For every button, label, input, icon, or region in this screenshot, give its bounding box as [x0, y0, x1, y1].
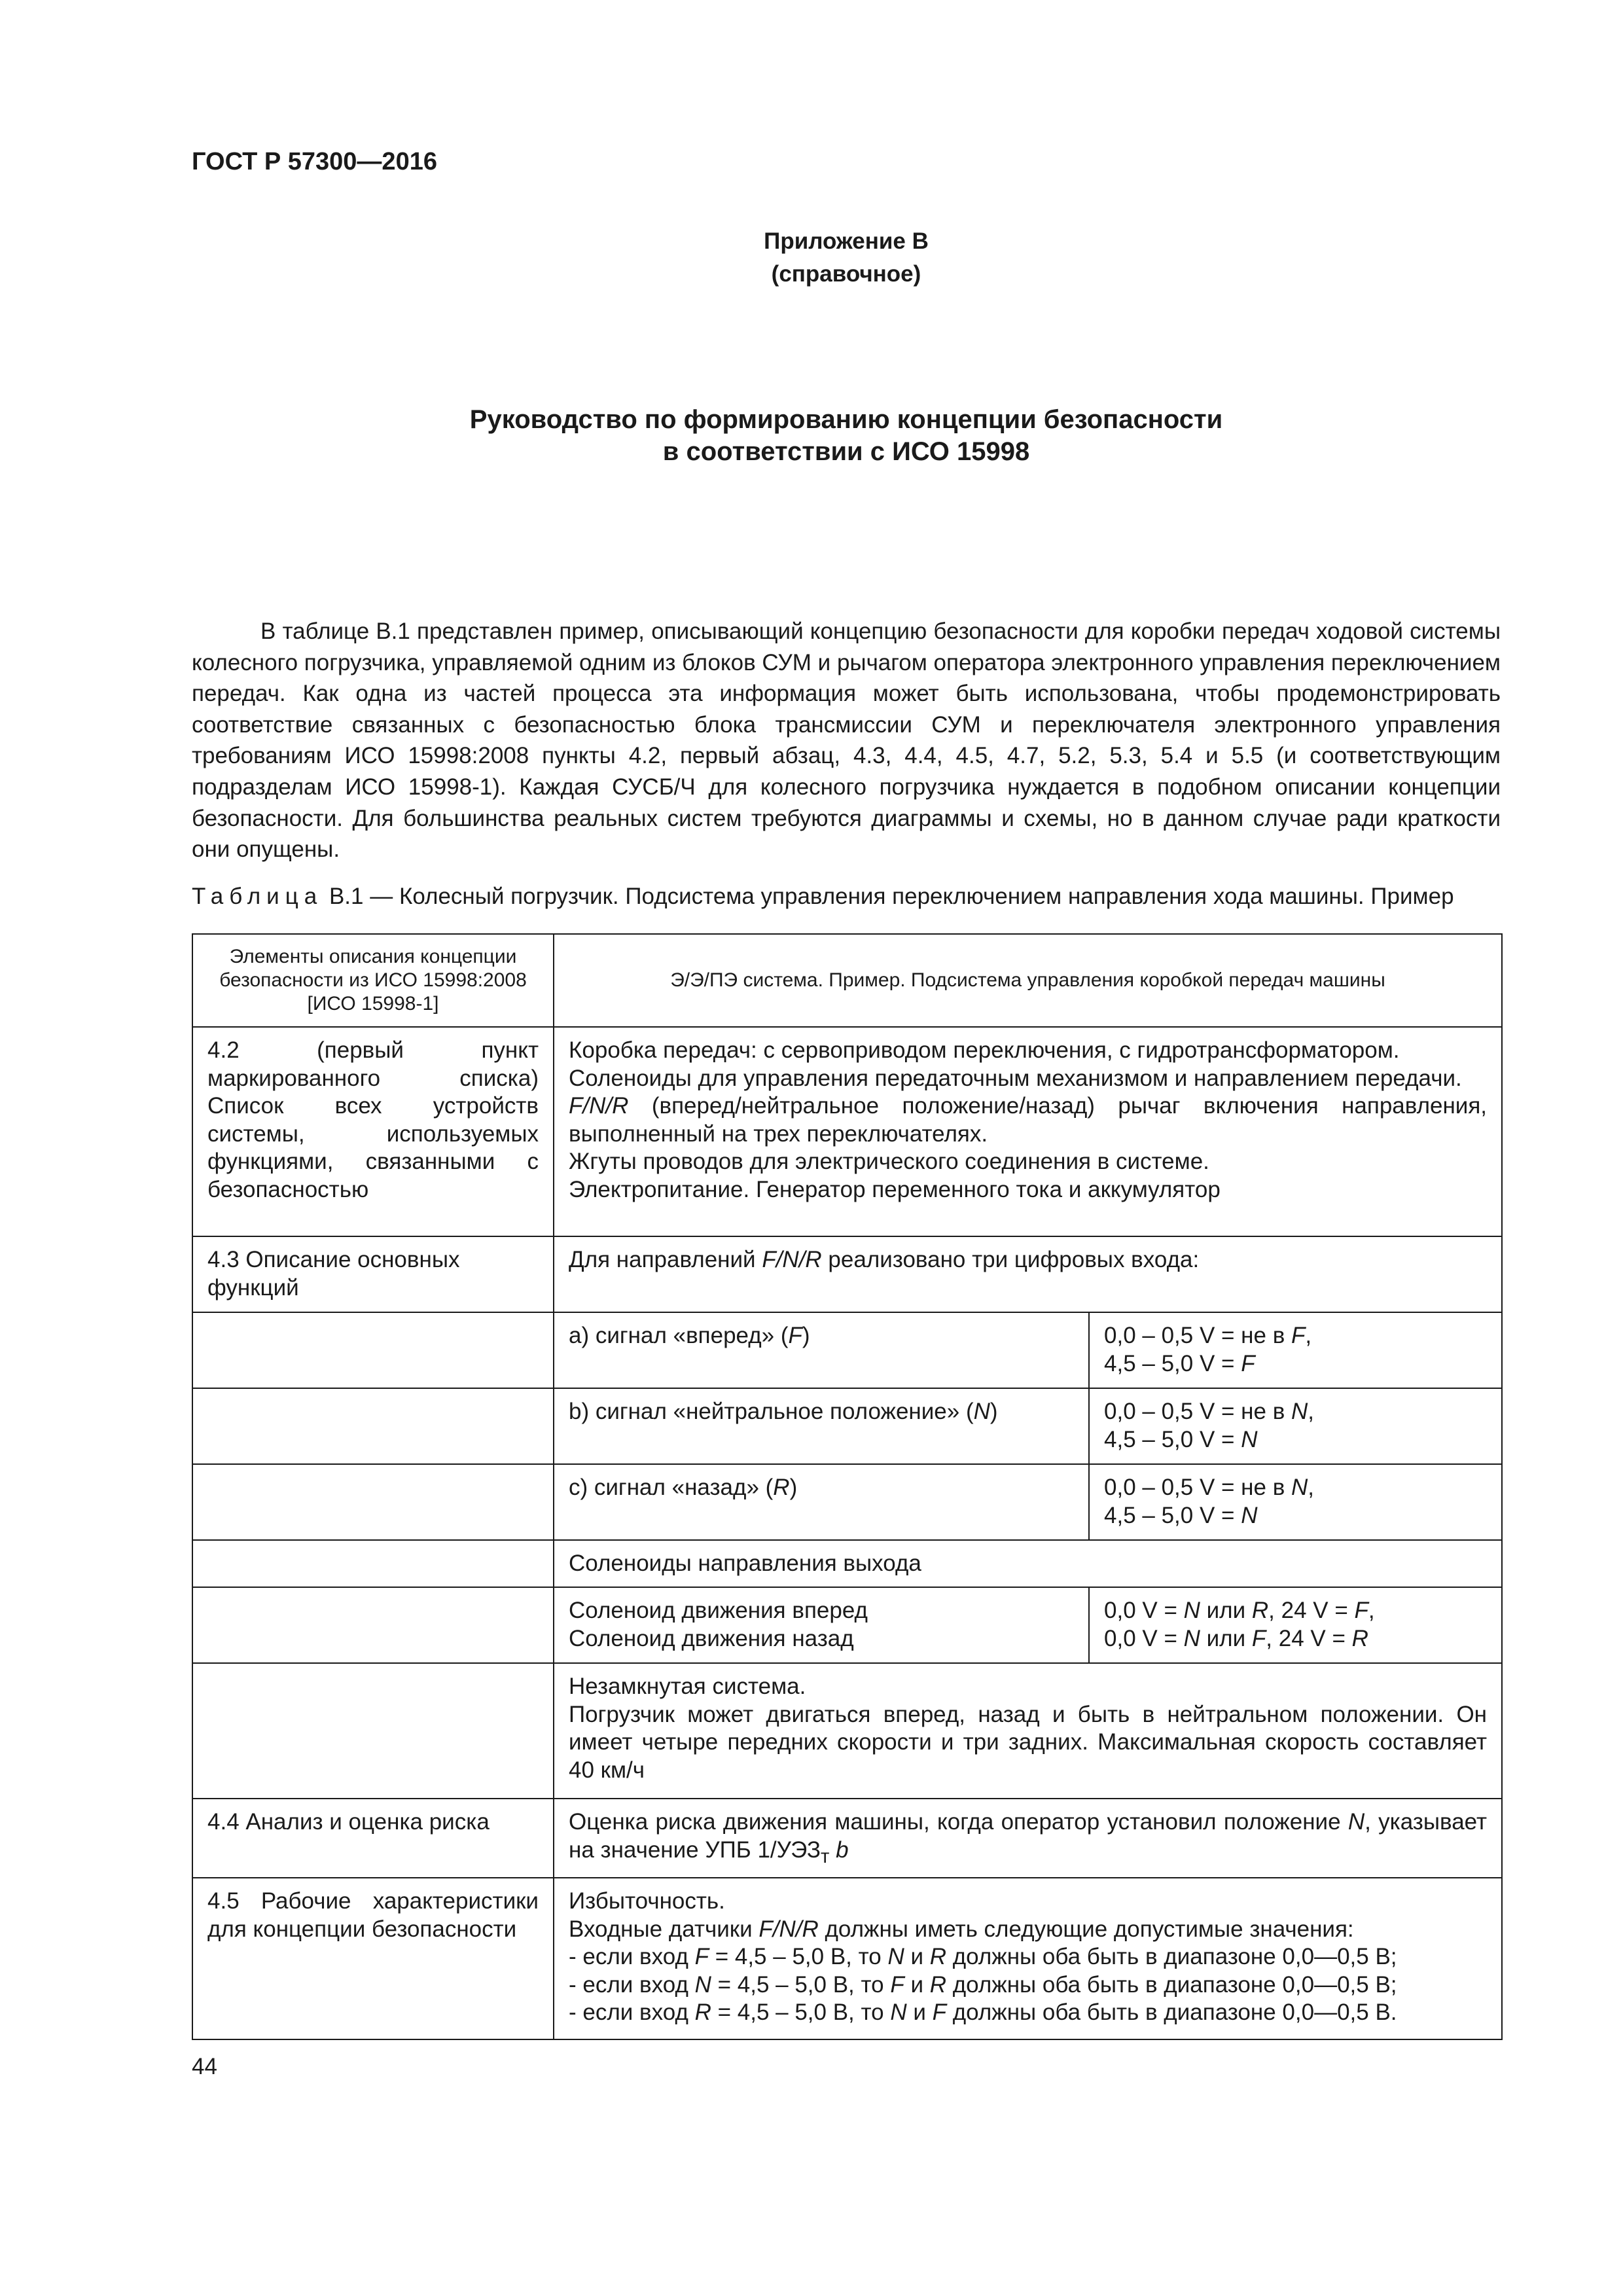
bullet-r — [569, 1999, 1487, 2027]
range-high-text: 4,5 – 5,0 V = — [1104, 1502, 1241, 1528]
table-caption-label: Таблица — [192, 884, 323, 909]
symbol-n: N — [887, 1944, 904, 1969]
table-row — [192, 1878, 1502, 2039]
symbol-r: R — [694, 2000, 711, 2025]
annex-title-line-2: в соответствии с ИСО 15998 — [662, 437, 1030, 466]
solenoid-reverse: Соленоид движения назад — [569, 1625, 854, 1651]
range-low — [1104, 1398, 1487, 1426]
device-harness: Жгуты проводов для электрического соединения в системе. — [569, 1149, 1209, 1174]
row-label-4-4: 4.4 Анализ и оценка риска — [192, 1799, 554, 1878]
bullet-text: - если вход — [569, 2000, 695, 2025]
symbol-n: N — [1347, 1809, 1365, 1835]
range-high-text: 4,5 – 5,0 V = — [1104, 1426, 1241, 1452]
symbol-n: N — [1241, 1426, 1258, 1452]
signal-label: a) сигнал «вперед» ( — [569, 1323, 789, 1348]
volt-text: , 24 V = — [1268, 1598, 1355, 1623]
volt-text: , 24 V = — [1266, 1625, 1352, 1651]
table-caption — [192, 881, 1501, 912]
symbol-r: R — [929, 1971, 947, 1998]
comma: , — [1308, 1475, 1315, 1500]
symbol-n: N — [1291, 1475, 1308, 1500]
comma: , — [1308, 1399, 1315, 1424]
signal-forward — [554, 1312, 1089, 1388]
and-text: и — [904, 1944, 930, 1969]
bullet-text: - если вход — [569, 1944, 695, 1969]
volt-text: 0,0 V = — [1104, 1625, 1184, 1651]
range-low-text: 0,0 – 0,5 V = не в — [1104, 1323, 1292, 1348]
bullet-text: = 4,5 – 5,0 В, то — [711, 1971, 891, 1998]
signal-label: b) сигнал «нейтральное положение» ( — [569, 1399, 974, 1424]
solenoid-forward-value — [1104, 1597, 1487, 1625]
open-system-title: Незамкнутая система. — [569, 1674, 806, 1699]
row-content-4-4 — [554, 1799, 1502, 1878]
bullet-text: = 4,5 – 5,0 В, то — [711, 2000, 891, 2025]
open-system-text: Погрузчик может двигаться вперед, назад и быть в нейтральном положении. Он имеет четыре передних скорости и три задних. Максимальная скорость составляет 40 км/ч — [569, 1701, 1488, 1783]
symbol-r: R — [929, 1944, 947, 1969]
bullet-text: = 4,5 – 5,0 В, то — [708, 1944, 888, 1969]
signal-symbol: R — [773, 1475, 790, 1500]
range-high — [1104, 1502, 1487, 1530]
document-id: ГОСТ Р 57300—2016 — [192, 148, 437, 175]
range-low — [1104, 1474, 1487, 1502]
range-high — [1104, 1426, 1487, 1454]
paren: ) — [990, 1399, 998, 1424]
symbol-f: F — [1251, 1625, 1266, 1651]
table-row — [192, 1663, 1502, 1799]
row-content-4-3 — [554, 1236, 1502, 1312]
bullet-text: должны оба быть в диапазоне 0,0—0,5 В; — [946, 1944, 1397, 1969]
or-text: или — [1200, 1625, 1252, 1651]
signal-symbol: N — [973, 1399, 990, 1424]
symbol-f: F — [1241, 1350, 1255, 1376]
empty-cell — [192, 1312, 554, 1388]
empty-cell — [192, 1464, 554, 1540]
solenoids-header: Соленоиды направления выхода — [554, 1540, 1502, 1587]
fnr-symbol: F/N/R — [569, 1093, 629, 1119]
range-high — [1104, 1350, 1487, 1378]
redundancy-title: Избыточность. — [569, 1888, 725, 1914]
symbol-f: F — [932, 2000, 947, 2025]
and-text: и — [906, 2000, 933, 2025]
annex-title-line-1: Руководство по формированию концепции безопасности — [469, 405, 1223, 434]
bullet-n — [569, 1971, 1487, 2000]
device-lever — [569, 1092, 1487, 1148]
solenoid-reverse-value — [1104, 1625, 1487, 1653]
table-row — [192, 1587, 1502, 1663]
table-row — [192, 1312, 1502, 1388]
symbol-r: R — [1251, 1598, 1269, 1623]
sensors-text-b: должны иметь следующие допустимые значения: — [818, 1916, 1354, 1942]
signal-neutral-values — [1089, 1388, 1502, 1464]
solenoid-values — [1089, 1587, 1502, 1663]
paren: ) — [802, 1323, 810, 1348]
header-cell-system: Э/Э/ПЭ система. Пример. Подсистема управления коробкой передач машины — [554, 934, 1502, 1027]
bullet-f — [569, 1943, 1487, 1971]
annex-heading — [0, 225, 1623, 291]
range-low-text: 0,0 – 0,5 V = не в — [1104, 1475, 1292, 1500]
empty-cell — [192, 1663, 554, 1799]
sensors-text — [569, 1916, 1487, 1944]
device-gearbox: Коробка передач: с сервоприводом переключения, с гидротрансформатором. — [569, 1037, 1400, 1063]
row-label-4-2: 4.2 (первый пункт маркированного списка) Список всех устройств системы, используемых функциями, связанными с безопасностью — [192, 1027, 554, 1236]
bullet-text: должны оба быть в диапазоне 0,0—0,5 В. — [946, 2000, 1397, 2025]
and-text: и — [904, 1971, 930, 1998]
page-number: 44 — [192, 2054, 217, 2079]
table-row — [192, 1236, 1502, 1312]
symbol-r: R — [1351, 1625, 1368, 1651]
table-row — [192, 1540, 1502, 1587]
annex-type: (справочное) — [771, 261, 921, 287]
volt-text: 0,0 V = — [1104, 1598, 1184, 1623]
solenoid-forward: Соленоид движения вперед — [569, 1598, 868, 1623]
range-low — [1104, 1322, 1487, 1350]
symbol-f: F — [1354, 1598, 1368, 1623]
symbol-n: N — [890, 2000, 907, 2025]
risk-level: b — [829, 1837, 849, 1863]
safety-concept-table — [192, 933, 1503, 2040]
open-system-description — [554, 1663, 1502, 1799]
risk-text-a: Оценка риска движения машины, когда оператор установил положение — [569, 1809, 1348, 1835]
fnr-symbol: F/N/R — [762, 1247, 822, 1272]
fnr-symbol: F/N/R — [758, 1916, 819, 1942]
table-row — [192, 1027, 1502, 1236]
signal-reverse — [554, 1464, 1089, 1540]
device-lever-text: (вперед/нейтральное положение/назад) рычаг включения направления, выполненный на трех переключателях. — [569, 1093, 1488, 1147]
symbol-n: N — [1241, 1502, 1258, 1528]
empty-cell — [192, 1587, 554, 1663]
risk-subscript: т — [821, 1846, 830, 1867]
empty-cell — [192, 1388, 554, 1464]
symbol-n: N — [1183, 1598, 1200, 1623]
range-low-text: 0,0 – 0,5 V = не в — [1104, 1399, 1292, 1424]
table-row — [192, 1464, 1502, 1540]
or-text: или — [1200, 1598, 1252, 1623]
symbol-n: N — [1291, 1399, 1308, 1424]
table-caption-text: В.1 — Колесный погрузчик. Подсистема управления переключением направления хода машины. Пример — [323, 884, 1454, 909]
table-header-row — [192, 934, 1502, 1027]
signal-reverse-values — [1089, 1464, 1502, 1540]
symbol-f: F — [1291, 1323, 1306, 1348]
intro-paragraph — [192, 616, 1501, 865]
symbol-n: N — [694, 1971, 711, 1998]
comma: , — [1305, 1323, 1312, 1348]
risk-text-b: , указывает на значение УПБ 1/УЭЗ — [569, 1809, 1488, 1863]
row-label-4-5: 4.5 Рабочие характеристики для концепции безопасности — [192, 1878, 554, 2039]
signal-forward-values — [1089, 1312, 1502, 1388]
signal-neutral — [554, 1388, 1089, 1464]
bullet-text: - если вход — [569, 1971, 695, 1998]
paren: ) — [789, 1475, 798, 1500]
header-cell-elements: Элементы описания концепции безопасности из ИСО 15998:2008 [ИСО 15998-1] — [192, 934, 554, 1027]
row-content-4-2 — [554, 1027, 1502, 1236]
signal-label: c) сигнал «назад» ( — [569, 1475, 774, 1500]
bullet-text: должны оба быть в диапазоне 0,0—0,5 В; — [946, 1971, 1397, 1998]
annex-title — [0, 404, 1623, 468]
solenoid-names — [554, 1587, 1089, 1663]
empty-cell — [192, 1540, 554, 1587]
symbol-n: N — [1183, 1625, 1200, 1651]
table-row — [192, 1388, 1502, 1464]
symbol-f: F — [694, 1944, 709, 1969]
intro-text: В таблице В.1 представлен пример, описывающий концепцию безопасности для коробки передач ходовой системы колесного погрузчика, управляемой одним из блоков СУМ и рычагом оператора электронного управления переключением передач. Как одна из частей процесса эта информация может быть использована, чтобы продемонстрировать соответствие связанных с безопасностью блока трансмиссии СУМ и переключателя электронного управления требованиям ИСО 15998:2008 пункты 4.2, первый абзац, 4.3, 4.4, 4.5, 4.7, 5.2, 5.3, 5.4 и 5.5 (и соответствующим подразделам ИСО 15998-1). Каждая СУСБ/Ч для колесного погрузчика нуждается в подобном описании концепции безопасности. Для большинства реальных систем требуются диаграммы и схемы, но в данном случае ради краткости они опущены. — [192, 619, 1501, 863]
device-power: Электропитание. Генератор переменного тока и аккумулятор — [569, 1176, 1221, 1202]
row-label-4-3: 4.3 Описание основных функций — [192, 1236, 554, 1312]
row-content-4-5 — [554, 1878, 1502, 2039]
device-solenoids: Соленоиды для управления передаточным механизмом и направлением передачи. — [569, 1065, 1462, 1091]
annex-label: Приложение В — [764, 228, 929, 254]
inputs-text-a: Для направлений — [569, 1247, 762, 1272]
range-high-text: 4,5 – 5,0 V = — [1104, 1350, 1241, 1376]
sensors-text-a: Входные датчики — [569, 1916, 759, 1942]
signal-symbol: F — [788, 1323, 802, 1348]
table-row — [192, 1799, 1502, 1878]
comma: , — [1368, 1598, 1375, 1623]
symbol-f: F — [890, 1971, 904, 1998]
inputs-text-b: реализовано три цифровых входа: — [821, 1247, 1200, 1272]
